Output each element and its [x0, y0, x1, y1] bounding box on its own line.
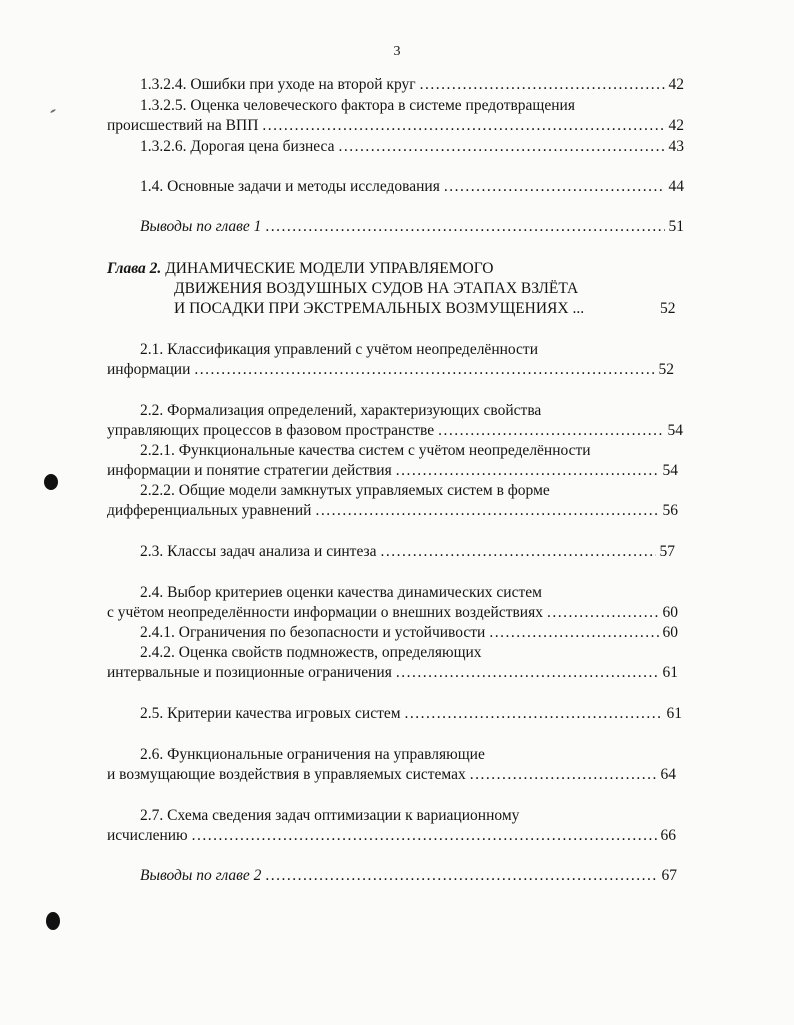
toc-entry-title: интервальные и позиционные ограничения [107, 664, 392, 681]
toc-entry-title: 1.3.2.6. Дорогая цена бизнеса [140, 138, 335, 155]
toc-page-number: 60 [662, 604, 678, 621]
toc-entry-2-4[interactable] [107, 603, 678, 623]
toc-entry-2-2-line1: 2.2. Формализация определений, характеризующих свойства [140, 402, 542, 419]
toc-entry-2-1-line1: 2.1. Классификация управлений с учётом неопределённости [140, 341, 538, 358]
chapter-title-line1: ДИНАМИЧЕСКИЕ МОДЕЛИ УПРАВЛЯЕМОГО [165, 260, 494, 277]
toc-entry-title: Выводы по главе 2 [140, 867, 262, 884]
toc-entry-title: информации и понятие стратегии действия [107, 462, 392, 479]
toc-leader-dots [396, 461, 659, 481]
toc-page-number: 42 [668, 117, 684, 134]
toc-leader-dots [192, 826, 657, 846]
binder-hole-mark [44, 474, 58, 490]
chapter-title-line2: ДВИЖЕНИЯ ВОЗДУШНЫХ СУДОВ НА ЭТАПАХ ВЗЛЁТА [174, 280, 579, 297]
binder-hole-mark [46, 912, 60, 930]
toc-leader-dots [444, 177, 665, 197]
toc-leader-dots [338, 137, 664, 157]
toc-entry-1-3-2-4[interactable] [140, 75, 684, 95]
toc-entry-title: 2.5. Критерии качества игровых систем [140, 705, 401, 722]
toc-page-number: 44 [668, 178, 684, 195]
toc-entry-2-3[interactable] [140, 542, 675, 562]
toc-entry-2-2[interactable] [107, 421, 683, 441]
toc-entry-title: исчислению [107, 827, 188, 844]
toc-entry-title: и возмущающие воздействия в управляемых системах [107, 766, 466, 783]
chapter-2-heading[interactable] [107, 259, 494, 279]
toc-entry-2-7[interactable] [107, 826, 676, 846]
toc-entry-title: происшествий на ВПП [107, 117, 259, 134]
chapter-label: Глава 2. [107, 260, 162, 277]
toc-page-number: 64 [660, 766, 676, 783]
toc-entry-2-4-line1: 2.4. Выбор критериев оценки качества динамических систем [140, 584, 542, 601]
toc-page-number: 56 [662, 502, 678, 519]
toc-entry-2-6[interactable] [107, 765, 676, 785]
page-number: 3 [393, 44, 401, 59]
toc-entry-2-2-1-line1: 2.2.1. Функциональные качества систем с учётом неопределённости [140, 442, 591, 459]
toc-entry-title: управляющих процессов в фазовом пространстве [107, 422, 435, 439]
toc-entry-title: информации [107, 361, 191, 378]
toc-leader-dots [547, 603, 659, 623]
toc-entry-title: 2.3. Классы задач анализа и синтеза [140, 543, 377, 560]
toc-page-number: 61 [662, 664, 678, 681]
toc-leader-dots [405, 704, 663, 724]
toc-entry-2-4-1[interactable] [140, 623, 678, 643]
toc-entry-1-3-2-5[interactable] [107, 116, 684, 136]
toc-leader-dots [396, 663, 659, 683]
toc-leader-dots [265, 866, 657, 886]
toc-entry-1-4[interactable] [140, 177, 684, 197]
toc-leader-dots [381, 542, 656, 562]
toc-entry-title: 1.4. Основные задачи и методы исследования [140, 178, 440, 195]
toc-page-number: 51 [668, 218, 684, 235]
toc-entry-title: 1.3.2.4. Ошибки при уходе на второй круг [140, 76, 416, 93]
toc-page-number: 57 [659, 543, 675, 560]
toc-page-number: 42 [668, 76, 684, 93]
toc-page-number: 52 [658, 361, 674, 378]
toc-entry-conclusions-1[interactable] [140, 217, 684, 237]
toc-leader-dots [420, 75, 665, 95]
toc-entry-2-2-2[interactable] [107, 501, 678, 521]
toc-entry-2-6-line1: 2.6. Функциональные ограничения на управляющие [140, 746, 485, 763]
toc-entry-title: 2.4.1. Ограничения по безопасности и устойчивости [140, 624, 486, 641]
toc-leader-dots [489, 623, 658, 643]
toc-leader-dots [262, 116, 664, 136]
toc-entry-2-4-2-line1: 2.4.2. Оценка свойств подмножеств, определяющих [140, 644, 482, 661]
toc-page-number: 66 [660, 827, 676, 844]
toc-page-number: 54 [662, 462, 678, 479]
toc-leader-dots [470, 765, 657, 785]
toc-leader-dots [194, 360, 654, 380]
toc-entry-title: Выводы по главе 1 [140, 218, 262, 235]
toc-leader-dots [438, 421, 663, 441]
toc-page-number: 43 [668, 138, 684, 155]
chapter-2-page-number: 52 [660, 300, 676, 317]
toc-page-number: 61 [666, 705, 682, 722]
toc-entry-conclusions-2[interactable] [140, 866, 677, 886]
toc-entry-title: дифференциальных уравнений [107, 502, 312, 519]
toc-entry-1-3-2-6[interactable] [140, 137, 684, 157]
toc-entry-2-1[interactable] [107, 360, 674, 380]
toc-entry-2-2-1[interactable] [107, 461, 678, 481]
toc-entry-2-2-2-line1: 2.2.2. Общие модели замкнутых управляемых систем в форме [140, 482, 550, 499]
toc-entry-title: с учётом неопределённости информации о внешних воздействиях [107, 604, 543, 621]
toc-page-number: 60 [662, 624, 678, 641]
toc-page-number: 54 [667, 422, 683, 439]
toc-page-number: 67 [661, 867, 677, 884]
toc-leader-dots [265, 217, 664, 237]
chapter-title-line3: И ПОСАДКИ ПРИ ЭКСТРЕМАЛЬНЫХ ВОЗМУЩЕНИЯХ ... [174, 300, 585, 317]
toc-leader-dots [315, 501, 658, 521]
scan-speck [50, 109, 56, 114]
toc-entry-1-3-2-5-line1: 1.3.2.5. Оценка человеческого фактора в системе предотвращения [140, 97, 575, 114]
toc-entry-2-4-2[interactable] [107, 663, 678, 683]
toc-entry-2-7-line1: 2.7. Схема сведения задач оптимизации к вариационному [140, 807, 520, 824]
toc-entry-2-5[interactable] [140, 704, 682, 724]
